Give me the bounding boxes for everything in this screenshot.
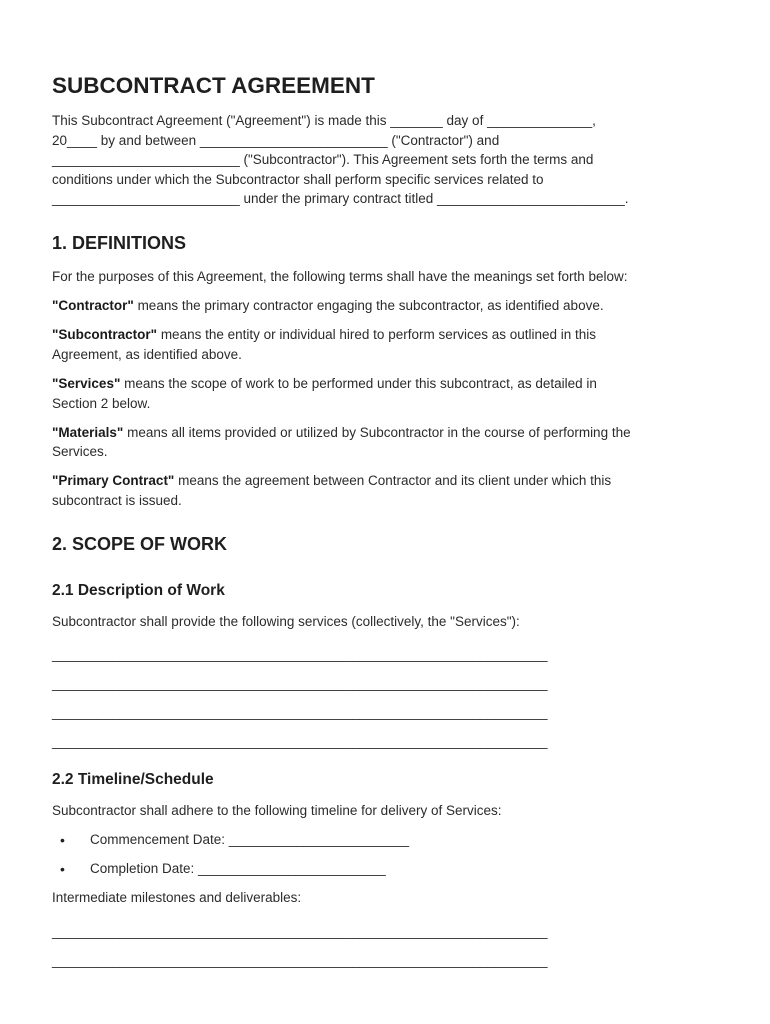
intro-line-5: _________________________ under the primary contract titled _________________________.	[52, 191, 629, 206]
definition-term: "Primary Contract"	[52, 473, 175, 488]
definition-contractor	[52, 296, 604, 316]
commencement-date-field[interactable]: Commencement Date: ________________________	[90, 832, 409, 847]
definition-text: means the primary contractor engaging the subcontractor, as identified above.	[133, 298, 604, 313]
definition-subcontractor-cont: Agreement, as identified above.	[52, 347, 242, 362]
milestones-blank-line[interactable]: __________________________________________________________________	[52, 924, 548, 939]
definition-term: "Subcontractor"	[52, 327, 158, 342]
intro-line-1: This Subcontract Agreement ("Agreement") is made this _______ day of ______________,	[52, 113, 596, 128]
definition-services	[52, 374, 597, 394]
description-blank-line[interactable]: __________________________________________________________________	[52, 705, 548, 720]
definition-text: means the scope of work to be performed under this subcontract, as detailed in	[120, 376, 597, 391]
bullet-icon: •	[60, 861, 65, 877]
definition-text: means the agreement between Contractor and its client under which this	[174, 473, 612, 488]
description-blank-line[interactable]: __________________________________________________________________	[52, 676, 548, 691]
definition-term: "Contractor"	[52, 298, 134, 313]
milestones-label: Intermediate milestones and deliverables:	[52, 890, 302, 905]
section-heading-scope: 2. SCOPE OF WORK	[52, 534, 228, 554]
subsection-heading-timeline: 2.2 Timeline/Schedule	[52, 771, 214, 788]
intro-line-3: _________________________ ("Subcontractor"). This Agreement sets forth the terms and	[52, 152, 594, 167]
definition-term: "Services"	[52, 376, 121, 391]
definition-primary-contract	[52, 471, 611, 491]
description-blank-line[interactable]: __________________________________________________________________	[52, 734, 548, 749]
intro-line-4: conditions under which the Subcontractor shall perform specific services related to	[52, 172, 544, 187]
definition-text: means all items provided or utilized by Subcontractor in the course of performing the	[123, 425, 631, 440]
definition-term: "Materials"	[52, 425, 124, 440]
description-intro: Subcontractor shall provide the following services (collectively, the "Services"):	[52, 614, 520, 629]
description-blank-line[interactable]: __________________________________________________________________	[52, 647, 548, 662]
subsection-heading-description: 2.1 Description of Work	[52, 582, 225, 599]
milestones-blank-line[interactable]: __________________________________________________________________	[52, 953, 548, 968]
definition-materials-cont: Services.	[52, 444, 108, 459]
definitions-intro: For the purposes of this Agreement, the following terms shall have the meanings set forth below:	[52, 269, 628, 284]
definition-materials	[52, 423, 631, 443]
definition-primary-contract-cont: subcontract is issued.	[52, 493, 182, 508]
definition-subcontractor	[52, 325, 596, 345]
bullet-icon: •	[60, 832, 65, 848]
completion-date-field[interactable]: Completion Date: _________________________	[90, 861, 386, 876]
definition-text: means the entity or individual hired to perform services as outlined in this	[157, 327, 597, 342]
document-title: SUBCONTRACT AGREEMENT	[52, 73, 375, 98]
timeline-intro: Subcontractor shall adhere to the following timeline for delivery of Services:	[52, 803, 502, 818]
intro-line-2: 20____ by and between _________________________ ("Contractor") and	[52, 133, 500, 148]
definition-services-cont: Section 2 below.	[52, 396, 151, 411]
section-heading-definitions: 1. DEFINITIONS	[52, 233, 187, 253]
